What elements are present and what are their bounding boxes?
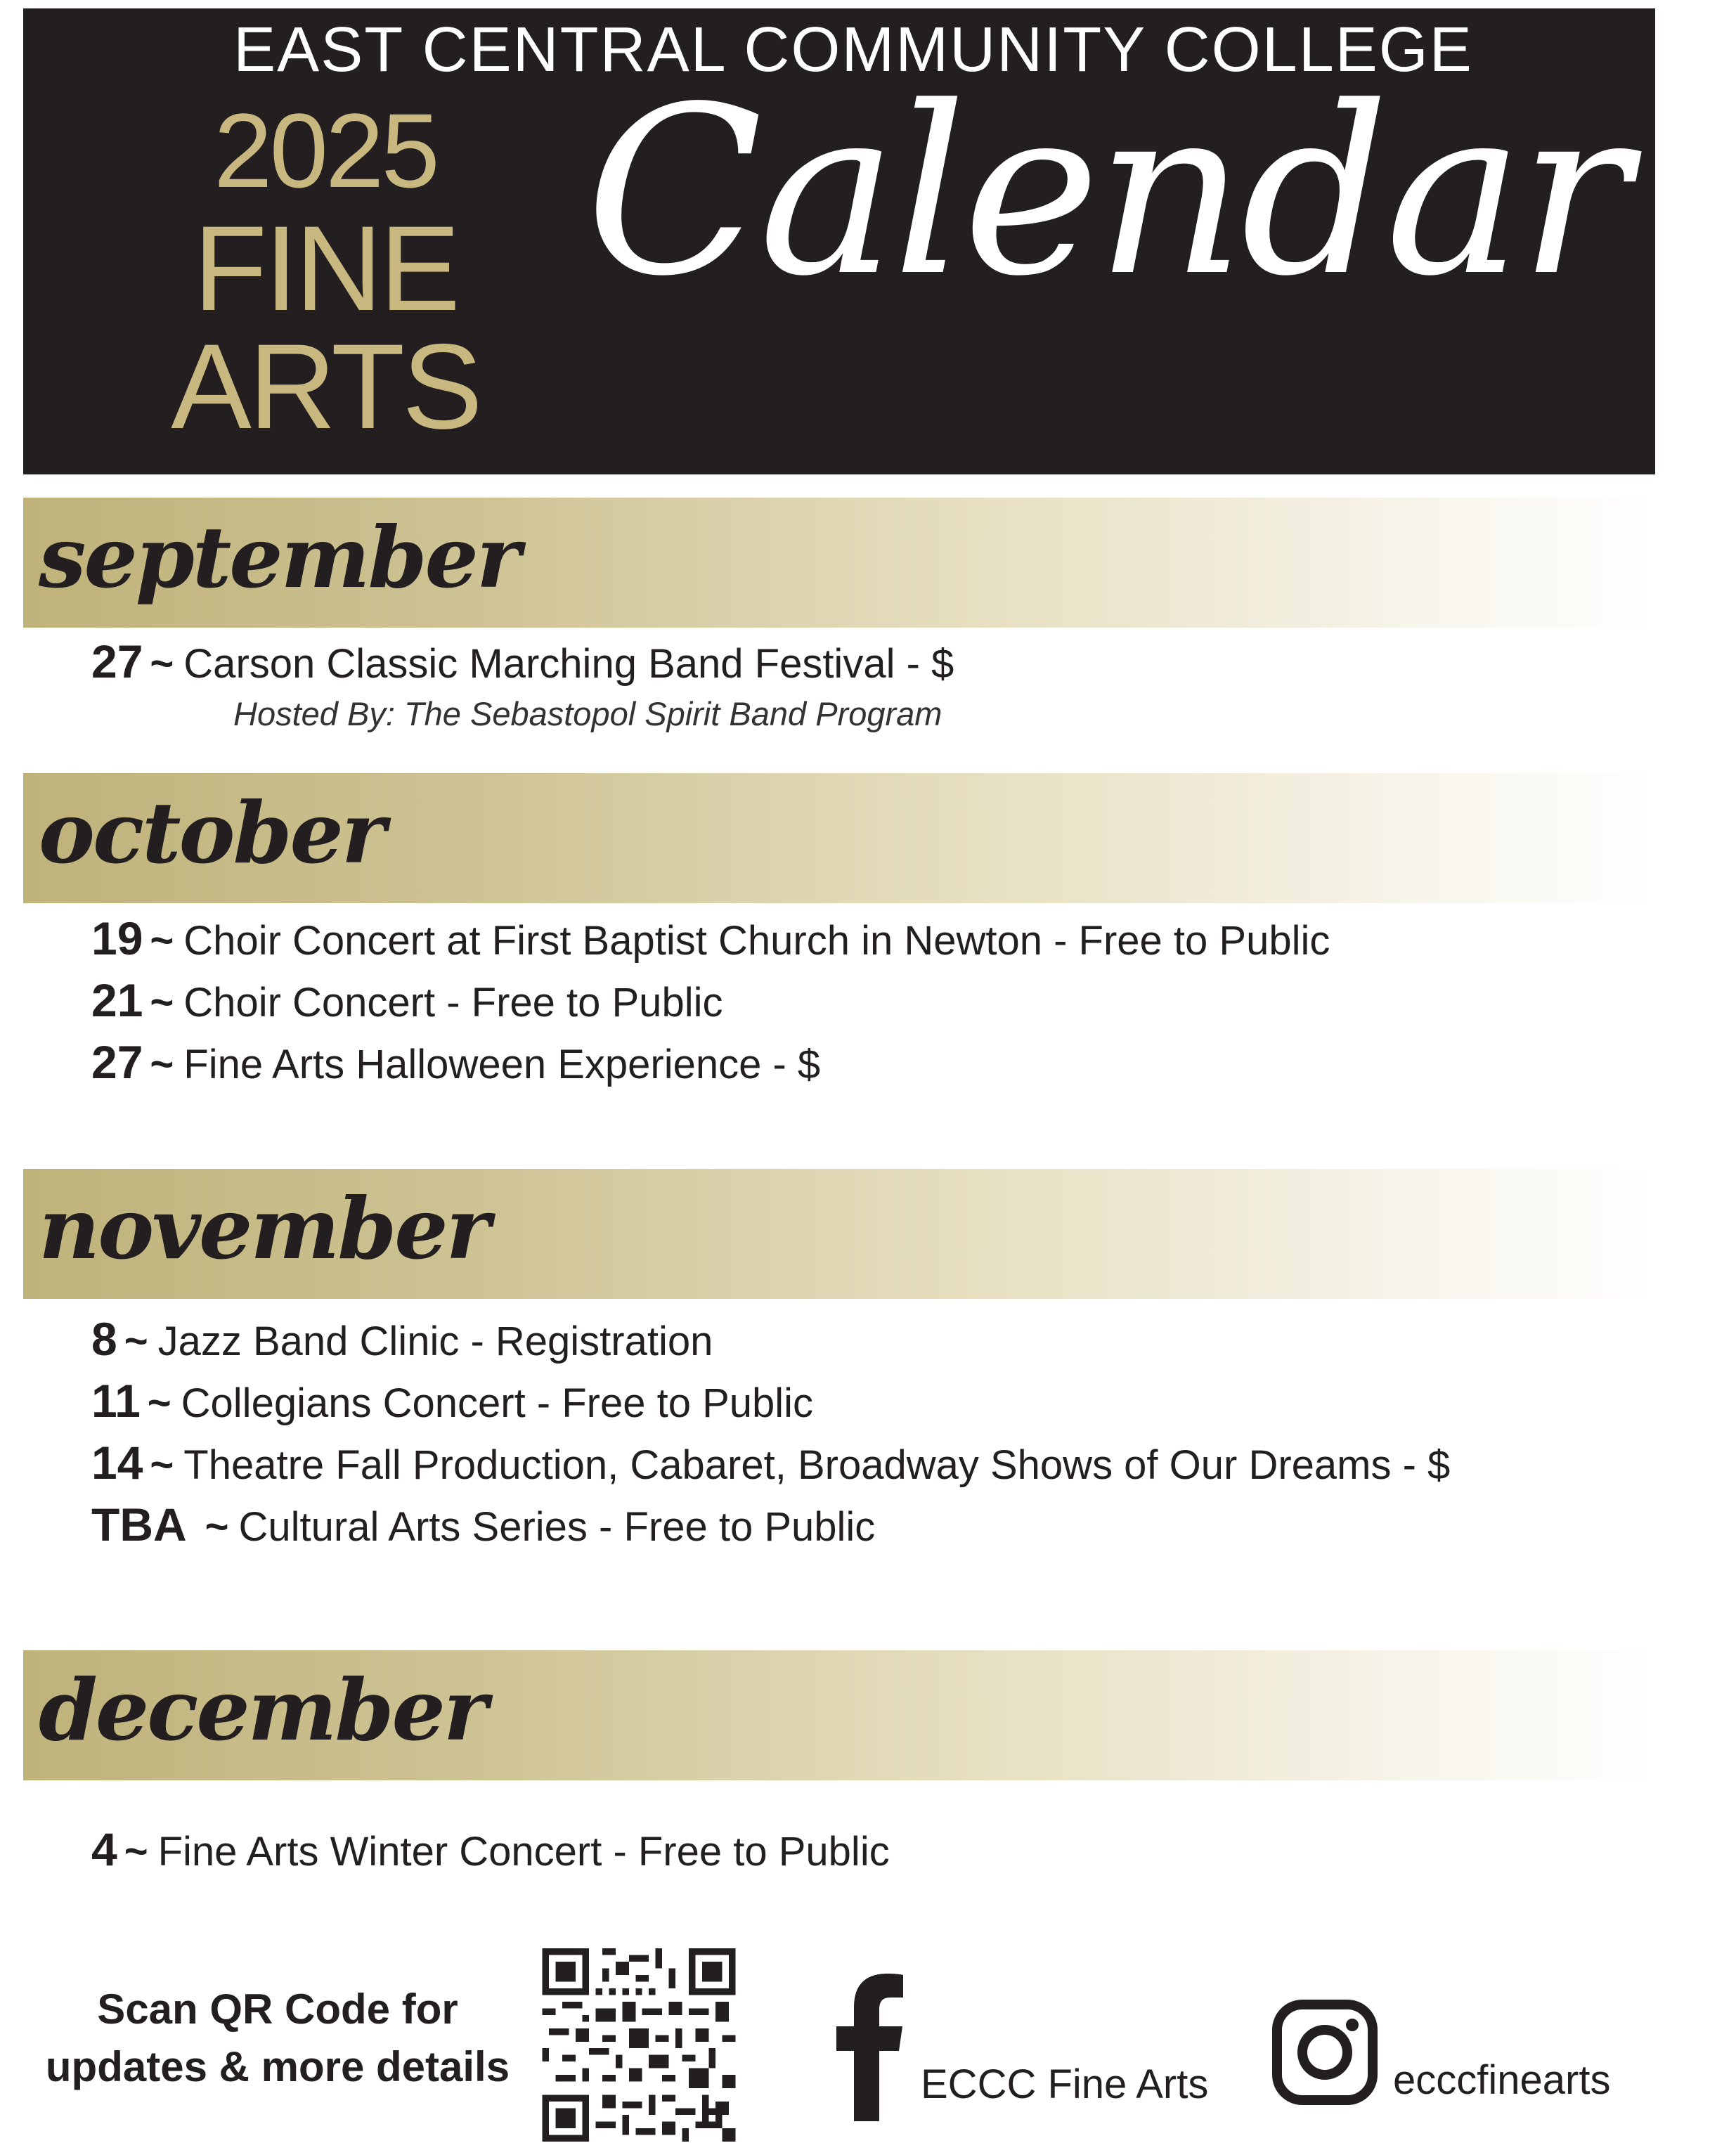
event-text: Choir Concert at First Baptist Church in Newton - Free to Public <box>183 918 1330 964</box>
event-host-note: Hosted By: The Sebastopol Spirit Band Program <box>233 695 943 732</box>
event-text: Choir Concert - Free to Public <box>183 980 723 1025</box>
instagram-label[interactable]: ecccfinearts <box>1393 2057 1611 2103</box>
event-item: TBA ~ Cultural Arts Series - Free to Public <box>91 1498 876 1550</box>
month-label-october: october <box>39 784 384 883</box>
event-day: 27 <box>91 635 143 687</box>
event-day: 14 <box>91 1437 143 1489</box>
event-item: 4 ~ Fine Arts Winter Concert - Free to Public <box>91 1823 890 1875</box>
event-text: Carson Classic Marching Band Festival - $ <box>183 641 954 687</box>
event-item: 27 ~ Fine Arts Halloween Experience - $ <box>91 1036 821 1088</box>
qr-code-icon[interactable] <box>540 1948 738 2142</box>
event-day: 21 <box>91 974 143 1026</box>
month-band-december <box>23 1650 1655 1780</box>
event-text: Collegians Concert - Free to Public <box>181 1380 814 1426</box>
facebook-icon[interactable] <box>833 1974 903 2121</box>
event-day: 19 <box>91 912 143 964</box>
scan-qr-instructions <box>42 1981 513 2096</box>
event-text: Cultural Arts Series - Free to Public <box>238 1504 876 1550</box>
event-item: 14 ~ Theatre Fall Production, Cabaret, Broadway Shows of Our Dreams - $ <box>91 1437 1451 1489</box>
header-banner <box>23 8 1655 474</box>
arts-label: ARTS <box>171 319 480 454</box>
event-item: 11 ~ Collegians Concert - Free to Public <box>91 1375 814 1427</box>
event-day: 11 <box>91 1375 141 1427</box>
month-band-october <box>23 773 1655 903</box>
event-text: Theatre Fall Production, Cabaret, Broadway Shows of Our Dreams - $ <box>183 1442 1451 1488</box>
event-day: 4 <box>91 1823 117 1875</box>
calendar-script-title: Calendar <box>585 57 1626 327</box>
month-band-november <box>23 1169 1655 1299</box>
event-item: 21 ~ Choir Concert - Free to Public <box>91 974 723 1026</box>
event-text: Fine Arts Halloween Experience - $ <box>183 1042 821 1087</box>
event-text: Jazz Band Clinic - Registration <box>157 1319 713 1364</box>
month-label-september: september <box>39 508 519 607</box>
event-day: 8 <box>91 1313 117 1365</box>
month-label-november: november <box>39 1179 488 1278</box>
event-item: 27 ~ Carson Classic Marching Band Festival - $ <box>91 635 954 687</box>
facebook-label[interactable]: ECCC Fine Arts <box>921 2061 1209 2107</box>
event-item: 19 ~ Choir Concert at First Baptist Church in Newton - Free to Public <box>91 912 1330 964</box>
college-name: EAST CENTRAL COMMUNITY COLLEGE <box>233 15 1473 85</box>
scan-line-2: updates & more details <box>45 2043 510 2090</box>
event-item: 8 ~ Jazz Band Clinic - Registration <box>91 1313 713 1365</box>
event-text: Fine Arts Winter Concert - Free to Public <box>157 1829 890 1875</box>
month-band-september <box>23 498 1655 628</box>
instagram-icon[interactable] <box>1272 2000 1378 2105</box>
event-day: 27 <box>91 1036 143 1088</box>
year-label: 2025 <box>214 91 437 209</box>
scan-line-1: Scan QR Code for <box>97 1986 458 2033</box>
fine-label: FINE <box>193 201 458 336</box>
fine-arts-block <box>139 91 512 454</box>
month-label-december: december <box>39 1661 486 1760</box>
event-day: TBA <box>91 1498 187 1550</box>
